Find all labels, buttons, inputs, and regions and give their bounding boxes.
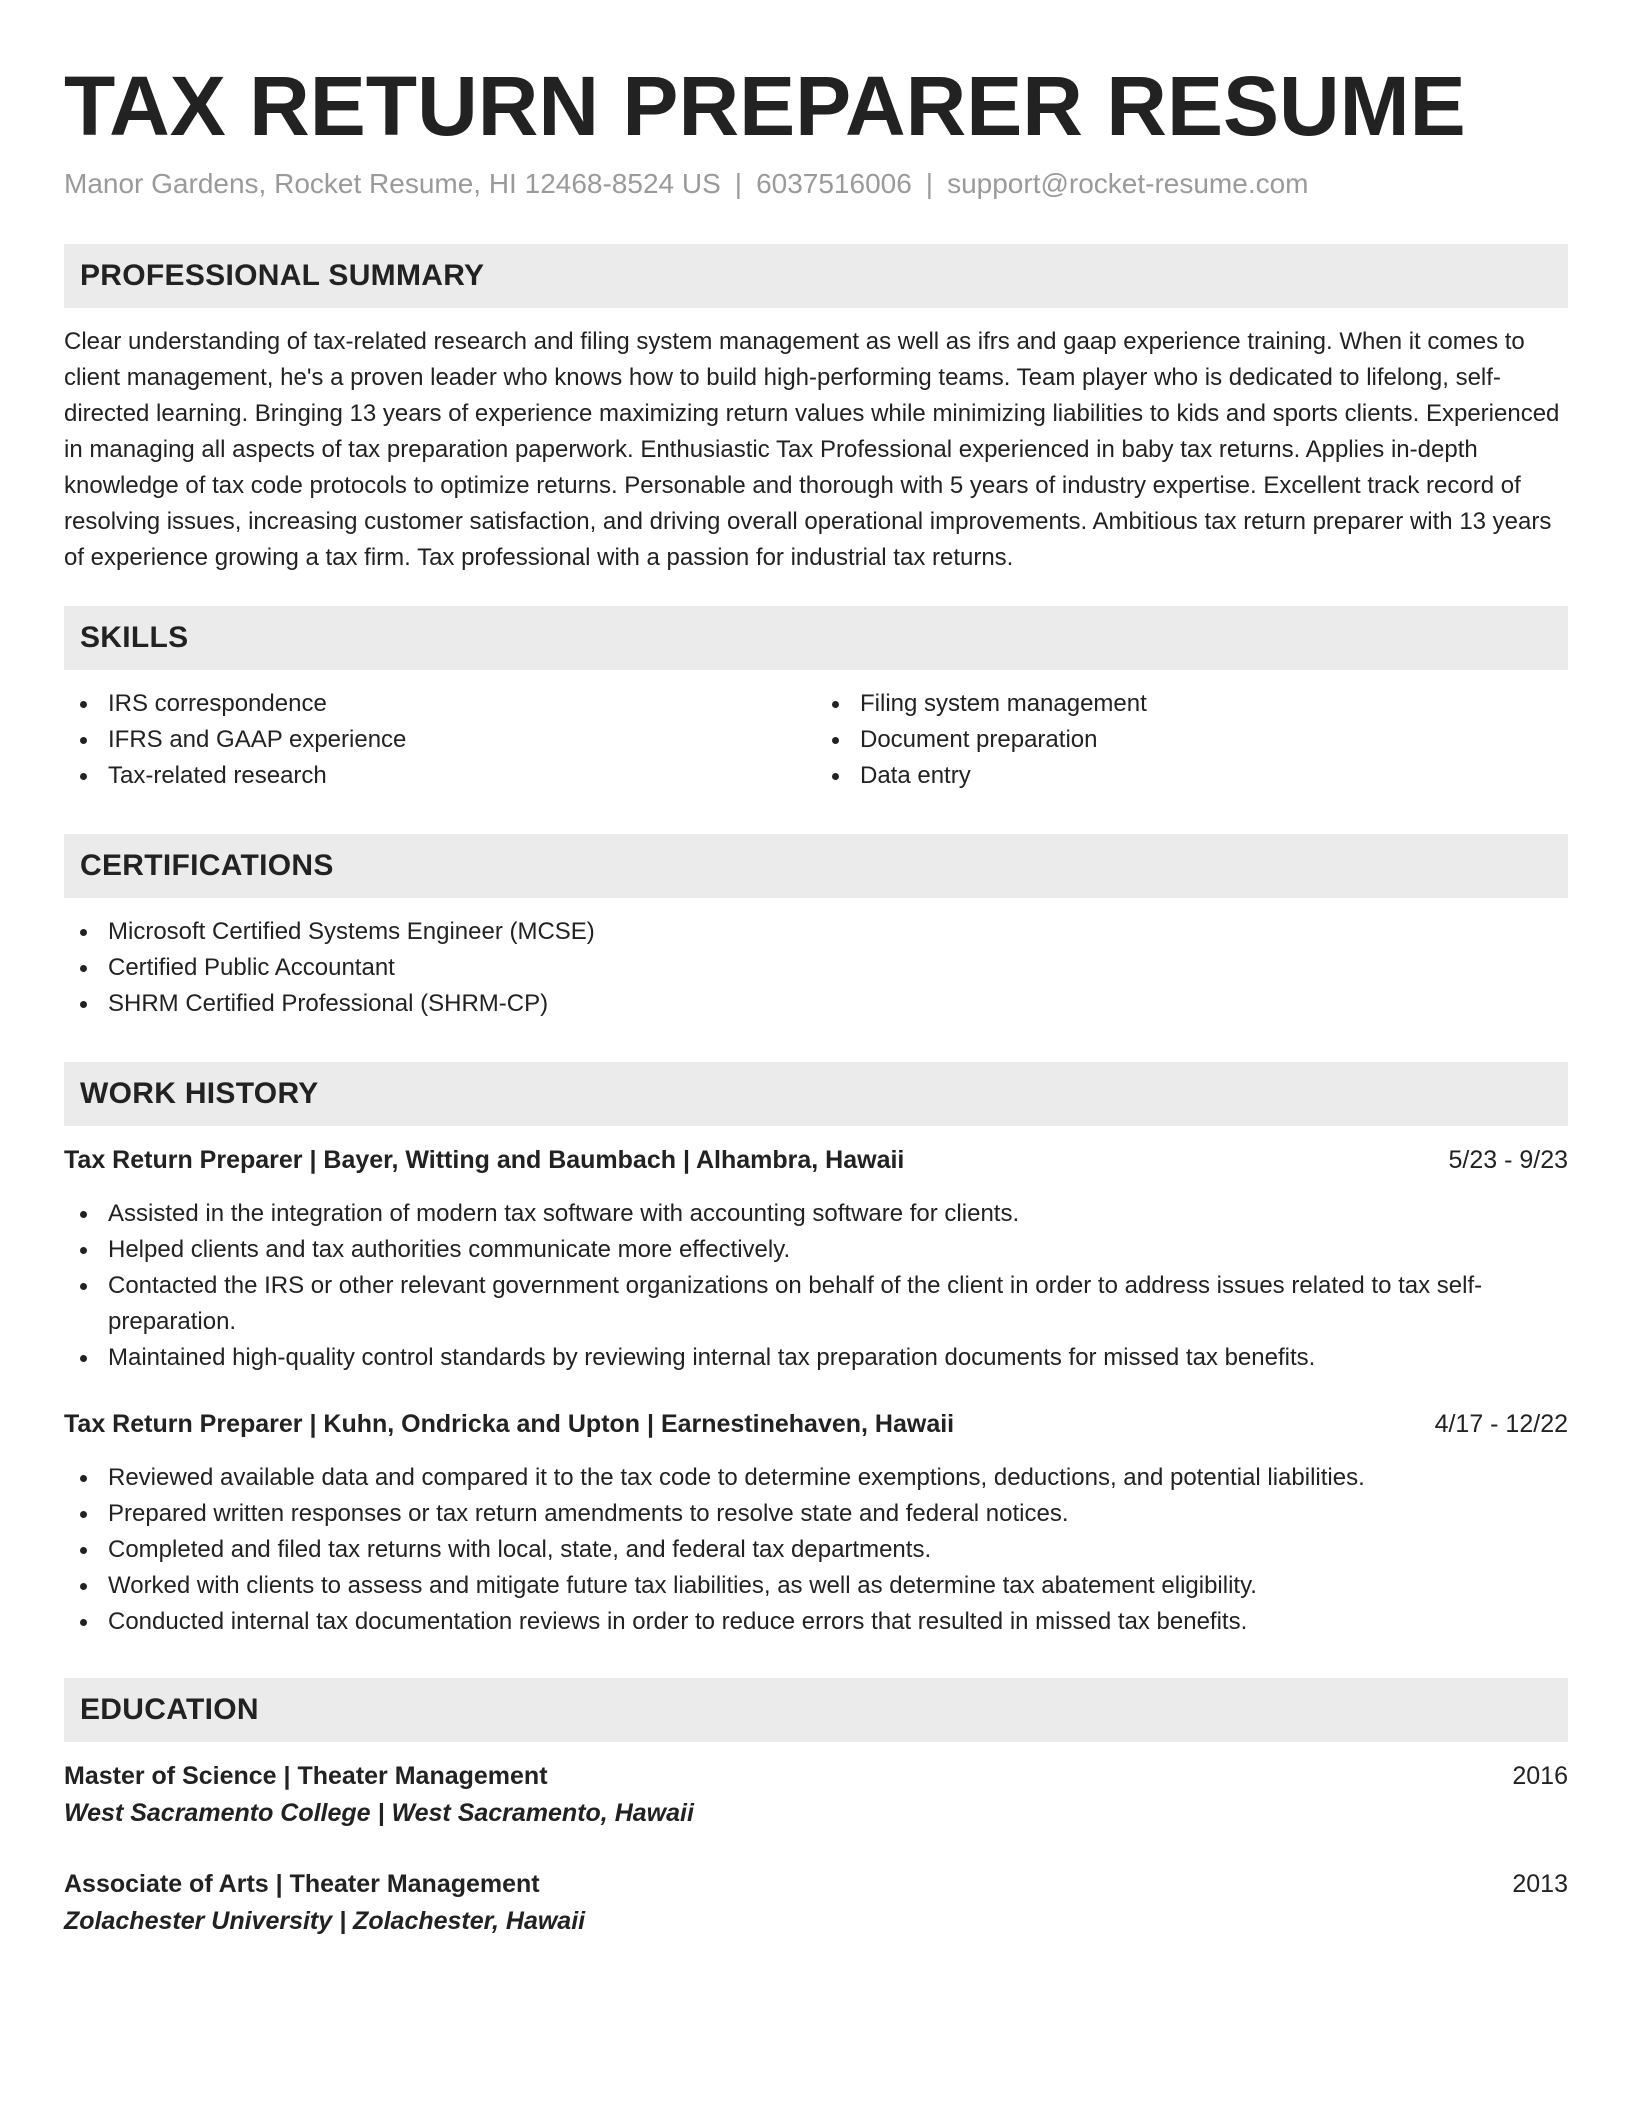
skills-column-left	[64, 686, 816, 794]
job-bullet: Helped clients and tax authorities communicate more effectively.	[64, 1232, 1568, 1268]
education-header	[64, 1758, 1568, 1794]
job-dates: 5/23 - 9/23	[1448, 1146, 1568, 1174]
job-bullets	[64, 1196, 1568, 1376]
education-degree: Associate of Arts | Theater Management	[64, 1870, 540, 1898]
job-bullets	[64, 1460, 1568, 1640]
section-header-work-history: WORK HISTORY	[64, 1062, 1568, 1126]
contact-address: Manor Gardens, Rocket Resume, HI 12468-8524 US	[64, 168, 721, 199]
section-header-education: EDUCATION	[64, 1678, 1568, 1742]
section-header-certifications: CERTIFICATIONS	[64, 834, 1568, 898]
job-bullet: Reviewed available data and compared it to the tax code to determine exemptions, deductions, and potential liabilities.	[64, 1460, 1568, 1496]
contact-separator: |	[734, 168, 743, 199]
section-header-summary: PROFESSIONAL SUMMARY	[64, 244, 1568, 308]
contact-line	[64, 166, 1568, 202]
resume-title: TAX RETURN PREPARER RESUME	[64, 59, 1466, 153]
job-title: Tax Return Preparer | Kuhn, Ondricka and Upton | Earnestinehaven, Hawaii	[64, 1410, 955, 1438]
certification-item: Microsoft Certified Systems Engineer (MCSE)	[64, 914, 1568, 950]
education-entry	[64, 1758, 1568, 1832]
job-entry	[64, 1406, 1568, 1640]
job-title: Tax Return Preparer | Bayer, Witting and Baumbach | Alhambra, Hawaii	[64, 1146, 905, 1174]
job-header	[64, 1406, 1568, 1442]
education-entry	[64, 1866, 1568, 1940]
section-header-skills: SKILLS	[64, 606, 1568, 670]
summary-text: Clear understanding of tax-related research and filing system management as well as ifrs and gaap experience training. When it comes to client management, he's a proven leader who knows how to build high-performing teams. Team player who is dedicated to lifelong, self-directed learning. Bringing 13 years of experience maximizing return values while minimizing liabilities to kids and sports clients. Experienced in managing all aspects of tax preparation paperwork. Enthusiastic Tax Professional experienced in baby tax returns. Applies in-depth knowledge of tax code protocols to optimize returns. Personable and thorough with 5 years of industry expertise. Excellent track record of resolving issues, increasing customer satisfaction, and driving overall operational improvements. Ambitious tax return preparer with 13 years of experience growing a tax firm. Tax professional with a passion for industrial tax returns.	[64, 328, 1560, 571]
certification-item: SHRM Certified Professional (SHRM-CP)	[64, 986, 1568, 1022]
skill-item: Document preparation	[816, 722, 1568, 758]
skills-column-right	[816, 686, 1568, 794]
job-bullet: Completed and filed tax returns with local, state, and federal tax departments.	[64, 1532, 1568, 1568]
contact-separator: |	[925, 168, 934, 199]
job-bullet: Prepared written responses or tax return amendments to resolve state and federal notices.	[64, 1496, 1568, 1532]
skills-list	[64, 686, 1568, 794]
education-degree: Master of Science | Theater Management	[64, 1762, 548, 1790]
certification-item: Certified Public Accountant	[64, 950, 1568, 986]
certifications-list	[64, 914, 1568, 1022]
contact-email[interactable]: support@rocket-resume.com	[947, 168, 1309, 199]
skill-item: Filing system management	[816, 686, 1568, 722]
education-header	[64, 1866, 1568, 1902]
education-school: Zolachester University | Zolachester, Hawaii	[64, 1907, 586, 1935]
skill-item: IRS correspondence	[64, 686, 816, 722]
job-entry	[64, 1142, 1568, 1376]
job-bullet: Maintained high-quality control standards by reviewing internal tax preparation documents for missed tax benefits.	[64, 1340, 1568, 1376]
skill-item: Tax-related research	[64, 758, 816, 794]
education-school: West Sacramento College | West Sacramento, Hawaii	[64, 1799, 694, 1827]
skill-item: IFRS and GAAP experience	[64, 722, 816, 758]
contact-phone: 6037516006	[756, 168, 912, 199]
skill-item: Data entry	[816, 758, 1568, 794]
education-year: 2016	[1512, 1762, 1568, 1790]
job-bullet: Assisted in the integration of modern tax software with accounting software for clients.	[64, 1196, 1568, 1232]
education-year: 2013	[1512, 1870, 1568, 1898]
job-bullet: Conducted internal tax documentation reviews in order to reduce errors that resulted in missed tax benefits.	[64, 1604, 1568, 1640]
job-dates: 4/17 - 12/22	[1434, 1410, 1568, 1438]
job-header	[64, 1142, 1568, 1178]
job-bullet: Contacted the IRS or other relevant government organizations on behalf of the client in order to address issues related to tax self-preparation.	[64, 1268, 1568, 1340]
job-bullet: Worked with clients to assess and mitigate future tax liabilities, as well as determine tax abatement eligibility.	[64, 1568, 1568, 1604]
